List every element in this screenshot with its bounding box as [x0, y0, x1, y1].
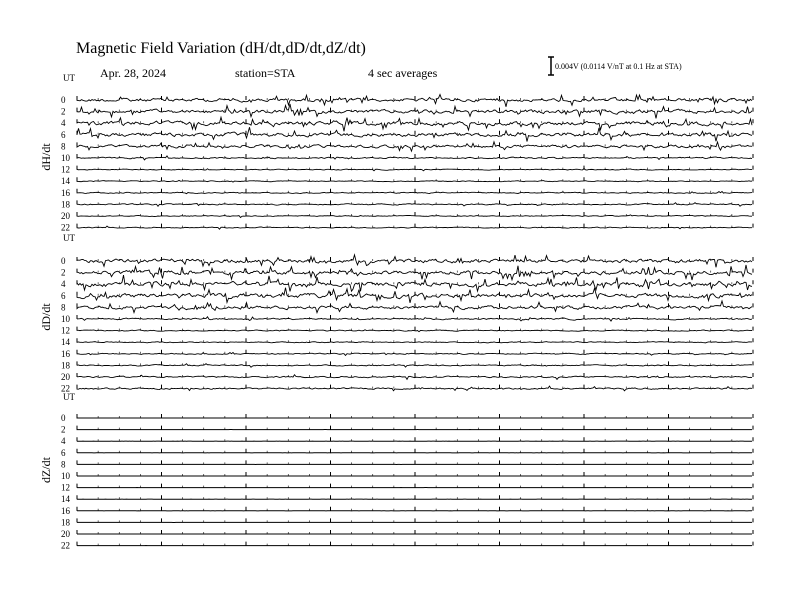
row-label: 14: [61, 337, 70, 348]
row-label: 2: [61, 106, 66, 117]
row-label: 10: [61, 471, 70, 481]
row-label: 8: [61, 459, 66, 470]
row-label: 22: [61, 540, 70, 551]
row-label: 20: [61, 529, 70, 539]
scale-label: 0.004V (0.0114 V/nT at 0.1 Hz at STA): [555, 62, 682, 71]
panel-ylabel: dD/dt: [39, 303, 53, 331]
row-label: 14: [61, 176, 70, 187]
time-axis-label: UT: [63, 233, 75, 243]
row-label: 2: [61, 267, 66, 278]
time-axis-label: UT: [63, 73, 75, 83]
row-label: 22: [61, 222, 70, 233]
row-label: 16: [61, 505, 70, 516]
panel-ylabel: dH/dt: [39, 143, 53, 171]
time-axis-label: UT: [63, 392, 75, 402]
row-label: 12: [61, 482, 70, 493]
row-label: 6: [61, 129, 66, 140]
row-label: 16: [61, 348, 70, 359]
row-label: 8: [61, 302, 66, 313]
row-label: 0: [61, 95, 66, 105]
row-label: 14: [61, 494, 70, 505]
row-label: 6: [61, 290, 66, 301]
averaging-label: 4 sec averages: [368, 66, 438, 80]
row-label: 22: [61, 383, 70, 394]
row-label: 0: [61, 413, 66, 423]
row-label: 4: [61, 118, 66, 129]
row-label: 20: [61, 372, 70, 382]
row-label: 12: [61, 164, 70, 175]
date-label: Apr. 28, 2024: [100, 66, 166, 80]
row-label: 18: [61, 517, 70, 528]
row-label: 6: [61, 447, 66, 458]
row-label: 4: [61, 279, 66, 290]
row-label: 18: [61, 360, 70, 371]
chart-title: Magnetic Field Variation (dH/dt,dD/dt,dZ/dt): [76, 40, 366, 57]
panel-ylabel: dZ/dt: [39, 457, 53, 483]
station-label: station=STA: [235, 66, 296, 80]
trace-line: [77, 255, 752, 267]
row-label: 20: [61, 211, 70, 221]
row-label: 18: [61, 199, 70, 210]
row-label: 10: [61, 314, 70, 324]
row-label: 4: [61, 436, 66, 447]
row-label: 12: [61, 325, 70, 336]
row-label: 16: [61, 187, 70, 198]
row-label: 8: [61, 141, 66, 152]
row-label: 2: [61, 424, 66, 435]
scale-bar: [548, 57, 554, 75]
row-label: 0: [61, 256, 66, 266]
row-label: 10: [61, 153, 70, 163]
